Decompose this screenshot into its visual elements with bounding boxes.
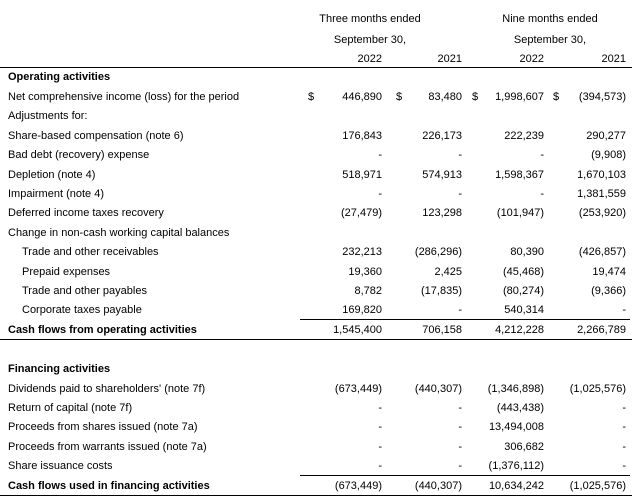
value-9m-2021: - [622,421,626,434]
value-9m-2022: 13,494,008 [488,421,544,434]
value-9m-2022: 10,634,242 [488,480,544,492]
header-year: 2021 [601,53,626,65]
value-q3-2022: - [378,402,382,415]
row-label: Deferred income taxes recovery [8,207,164,220]
value-9m-2021: (253,920) [578,207,626,220]
row-label: Trade and other payables [22,285,147,297]
value-q3-2022: - [378,188,382,200]
row-label: Share-based compensation (note 6) [8,129,184,142]
value-q3-2022: 169,820 [342,304,382,317]
value-q3-2022: 8,782 [354,285,382,297]
value-q3-2021: - [458,440,462,453]
value-9m-2021: (9,908) [591,149,626,162]
value-q3-2022: (27,479) [341,207,382,220]
value-9m-2021: (1,025,576) [569,480,626,492]
value-9m-2021: - [622,440,626,453]
value-9m-2021: - [622,402,626,415]
value-q3-2021: (17,835) [421,285,462,297]
value-q3-2022: - [378,149,382,162]
value-9m-2021: - [622,304,626,317]
value-9m-2021: 290,277 [586,129,626,142]
value-q3-2021: (286,296) [414,246,462,259]
table-row [0,130,640,149]
value-q3-2022: 518,971 [342,168,382,181]
value-q3-2021: - [458,149,462,162]
operating-subtotal-rule [300,319,630,320]
value-9m-2022: 306,682 [504,440,544,453]
value-q3-2022: 1,545,400 [333,324,382,336]
value-9m-2021: 19,474 [592,265,626,278]
operating-total-row [0,324,640,343]
table-row [0,207,640,226]
value-q3-2021: - [458,459,462,472]
value-9m-2022: 1,998,607 [495,91,544,103]
value-9m-2022: 222,239 [504,129,544,142]
row-label: Depletion (note 4) [8,168,96,181]
total-label: Cash flows from operating activities [8,324,197,336]
row-label: Net comprehensive income (loss) for the period [8,91,240,103]
financing-subtotal-rule [300,475,630,476]
row-label: Trade and other receivables [22,246,159,259]
value-q3-2021: (440,307) [414,480,462,492]
currency-symbol: $ [472,91,479,103]
value-q3-2022: (673,449) [334,480,382,492]
value-q3-2021: - [458,188,462,200]
operating-section-title [0,71,640,90]
table-row [0,169,640,188]
row-label: Share issuance costs [8,459,113,472]
value-q3-2021: 574,913 [422,168,462,181]
value-q3-2021: 226,173 [422,129,462,142]
total-label: Cash flows used in financing activities [8,480,210,492]
value-9m-2021: 2,266,789 [577,324,626,336]
value-9m-2022: (80,274) [503,285,544,297]
value-9m-2022: 1,598,367 [495,168,544,181]
value-9m-2022: (1,376,112) [488,459,544,472]
table-row [0,402,640,421]
value-9m-2022: 80,390 [510,246,544,259]
row-label: Return of capital (note 7f) [8,402,133,415]
table-row [0,383,640,402]
value-q3-2022: - [378,421,382,434]
value-9m-2022: 540,314 [504,304,544,317]
table-row [0,285,640,304]
financing-total-row [0,480,640,499]
header-year: 2022 [519,53,544,65]
currency-symbol: $ [308,91,315,103]
table-row [0,421,640,440]
value-9m-2021: (1,025,576) [569,383,626,395]
header-date-nine: September 30, [513,34,587,46]
value-q3-2021: - [458,402,462,415]
value-9m-2021: (394,573) [578,91,626,103]
value-q3-2022: 176,843 [342,129,382,142]
header-year: 2021 [437,53,462,65]
value-q3-2022: (673,449) [334,383,382,395]
value-q3-2021: 123,298 [422,207,462,220]
value-q3-2021: (440,307) [414,383,462,395]
row-label: Dividends paid to shareholders' (note 7f) [8,383,206,395]
header-date-three: September 30, [333,34,407,46]
value-9m-2021: 1,670,103 [577,168,626,181]
row-label: Bad debt (recovery) expense [8,149,150,162]
currency-symbol: $ [396,91,403,103]
header-rule [0,67,632,68]
table-row [0,246,640,265]
value-9m-2022: (443,438) [496,402,544,415]
value-9m-2021: (9,366) [591,285,626,297]
currency-symbol: $ [553,91,560,103]
table-row [0,188,640,207]
table-row [0,91,640,110]
row-label: Corporate taxes payable [22,304,142,317]
section-title: Operating activities [8,71,111,83]
value-9m-2021: - [622,459,626,472]
value-q3-2022: 446,890 [342,91,382,103]
value-9m-2022: (45,468) [503,265,544,278]
header-three-months: Three months ended [319,13,421,25]
table-row [0,149,640,168]
table-row [0,110,640,129]
row-label: Proceeds from warrants issued (note 7a) [8,440,207,453]
row-label: Prepaid expenses [22,265,111,278]
row-label: Adjustments for: [8,110,88,123]
row-label: Proceeds from shares issued (note 7a) [8,421,198,434]
table-row [0,266,640,285]
section-title: Financing activities [8,363,111,375]
table-row [0,227,640,246]
value-q3-2022: 19,360 [348,265,382,278]
row-label: Impairment (note 4) [8,188,104,200]
value-9m-2022: (101,947) [496,207,544,220]
financing-section-title [0,363,640,382]
value-9m-2022: - [540,149,544,162]
value-9m-2022: - [540,188,544,200]
row-label: Change in non-cash working capital balances [8,226,230,239]
value-q3-2022: 232,213 [342,246,382,259]
table-row [0,304,640,323]
value-q3-2021: 2,425 [434,265,462,278]
header-year: 2022 [357,53,382,65]
value-9m-2021: 1,381,559 [577,188,626,200]
value-9m-2022: (1,346,898) [487,383,544,395]
value-q3-2022: - [378,459,382,472]
table-row [0,441,640,460]
value-9m-2021: (426,857) [578,246,626,259]
header-nine-months: Nine months ended [502,13,598,25]
value-q3-2021: 706,158 [422,324,462,336]
value-q3-2021: - [458,421,462,434]
value-q3-2021: - [458,304,462,317]
value-q3-2021: 83,480 [428,91,462,103]
value-9m-2022: 4,212,228 [495,324,544,336]
value-q3-2022: - [378,440,382,453]
